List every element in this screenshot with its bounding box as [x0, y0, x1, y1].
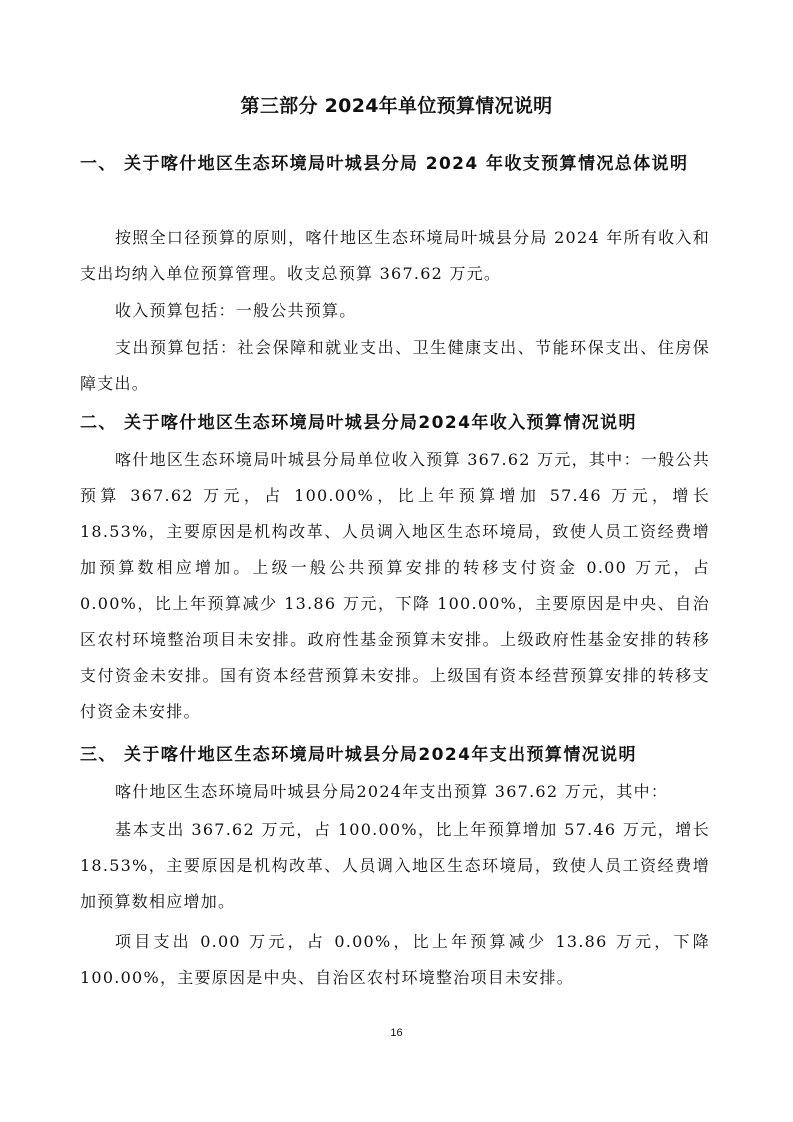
section-number: 一、	[80, 154, 117, 174]
paragraph: 收入预算包括：一般公共预算。	[115, 301, 357, 320]
section-number: 二、	[80, 413, 117, 433]
paragraph: 按照全口径预算的原则，喀什地区生态环境局叶城县分局 2024 年所有收入和支出均纳入单位预算管理。收支总预算 367.62 万元。	[80, 228, 710, 283]
page-number: 16	[390, 1027, 403, 1039]
paragraph: 支出预算包括：社会保障和就业支出、卫生健康支出、节能环保支出、住房保障支出。	[80, 338, 710, 393]
paragraph: 喀什地区生态环境局叶城县分局单位收入预算 367.62 万元，其中：一般公共预算 367.62 万元，占 100.00%，比上年预算增加 57.46 万元，增长 18.53%，主要原因是机构改革、人员调入地区生态环境局，致使人员工资经费增加预算数相应增加。上级一般公共预算安排的转移支付资金 0.00 万元，占 0.00%，比上年预算减少 13.86 万元，下降 100.00%，主要原因是中央、自治区农村环境整治项目未安排。政府性基金预算未安排。上级政府性基金安排的转移支付资金未安排。国有资本经营预算未安排。上级国有资本经营预算安排的转移支付资金未安排。	[80, 450, 710, 721]
section-heading-text: 关于喀什地区生态环境局叶城县分局2024年支出预算情况说明	[124, 745, 637, 765]
section-heading-3	[80, 737, 710, 773]
section-number: 三、	[80, 745, 117, 765]
section-heading-2	[80, 405, 710, 441]
paragraph: 基本支出 367.62 万元，占 100.00%，比上年预算增加 57.46 万元，增长 18.53%，主要原因是机构改革、人员调入地区生态环境局，致使人员工资经费增加预算数相应增加。	[80, 820, 710, 911]
paragraph: 项目支出 0.00 万元，占 0.00%，比上年预算减少 13.86 万元，下降 100.00%，主要原因是中央、自治区农村环境整治项目未安排。	[80, 932, 710, 987]
page-title: 第三部分 2024年单位预算情况说明	[240, 95, 553, 117]
paragraph: 喀什地区生态环境局叶城县分局2024年支出预算 367.62 万元，其中：	[115, 782, 669, 801]
section-heading-text: 关于喀什地区生态环境局叶城县分局2024年收入预算情况说明	[124, 413, 637, 433]
section-heading-1	[80, 146, 710, 182]
section-heading-text: 关于喀什地区生态环境局叶城县分局 2024 年收支预算情况总体说明	[124, 154, 689, 174]
